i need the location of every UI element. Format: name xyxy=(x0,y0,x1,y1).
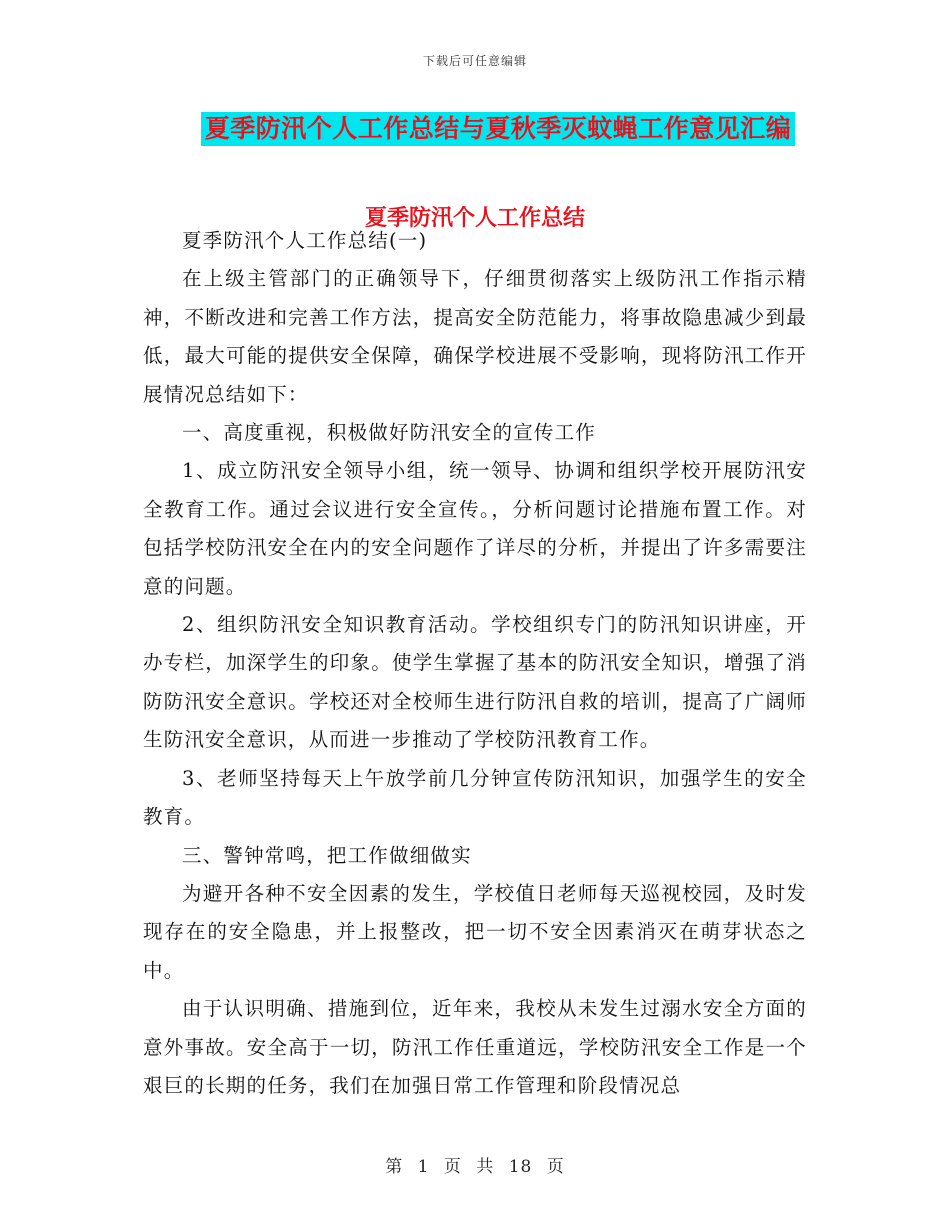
footer-label-total: 共 xyxy=(476,1157,495,1177)
footer-label-total-unit: 页 xyxy=(546,1157,565,1177)
paragraph: 夏季防汛个人工作总结(一) xyxy=(182,229,428,252)
paragraph: 在上级主管部门的正确领导下，仔细贯彻落实上级防汛工作指示精神，不断改进和完善工作方法，提高安全防范能力，将事故隐患减少到最低，最大可能的提供安全保障，确保学校进展不受影响，现将防汛工作开展情况总结如下： xyxy=(143,267,807,406)
document-title: 夏季防汛个人工作总结与夏秋季灭蚊蝇工作意见汇编 xyxy=(201,112,796,146)
section-title: 夏季防汛个人工作总结 xyxy=(364,206,585,231)
paragraph: 由于认识明确、措施到位，近年来，我校从未发生过溺水安全方面的意外事故。安全高于一切，防汛工作任重道远，学校防汛安全工作是一个艰巨的长期的任务，我们在加强日常工作管理和阶段情况总 xyxy=(143,997,807,1097)
page-header-note: 下载后可任意编辑 xyxy=(422,54,527,68)
paragraph: 为避开各种不安全因素的发生，学校值日老师每天巡视校园，及时发现存在的安全隐患，并上报整改，把一切不安全因素消灭在萌芽状态之中。 xyxy=(143,881,807,982)
footer-current-page: 1 xyxy=(417,1157,430,1177)
paragraph: 一、高度重视，积极做好防汛安全的宣传工作 xyxy=(182,421,597,445)
document-title-container xyxy=(0,112,950,146)
paragraph: 1、成立防汛安全领导小组，统一领导、协调和组织学校开展防汛安全教育工作。通过会议进行安全宣传。，分析问题讨论措施布置工作。对包括学校防汛安全在内的安全问题作了详尽的分析，并提出了许多需要注意的问题。 xyxy=(143,459,807,598)
paragraph: 2、组织防汛安全知识教育活动。学校组织专门的防汛知识讲座，开办专栏，加深学生的印象。使学生掌握了基本的防汛安全知识，增强了消防防汛安全意识。学校还对全校师生进行防汛自救的培训，提高了广阔师生防汛安全意识，从而进一步推动了学校防汛教育工作。 xyxy=(143,613,807,752)
footer-total-pages: 18 xyxy=(508,1157,533,1177)
paragraph: 三、警钟常鸣，把工作做细做实 xyxy=(182,843,472,867)
footer-label-page: 第 xyxy=(385,1157,404,1177)
page-footer xyxy=(0,1152,950,1177)
paragraph: 3、老师坚持每天上午放学前几分钟宣传防汛知识，加强学生的安全教育。 xyxy=(143,766,807,829)
document-body xyxy=(143,222,807,1105)
footer-label-page-unit: 页 xyxy=(443,1157,462,1177)
